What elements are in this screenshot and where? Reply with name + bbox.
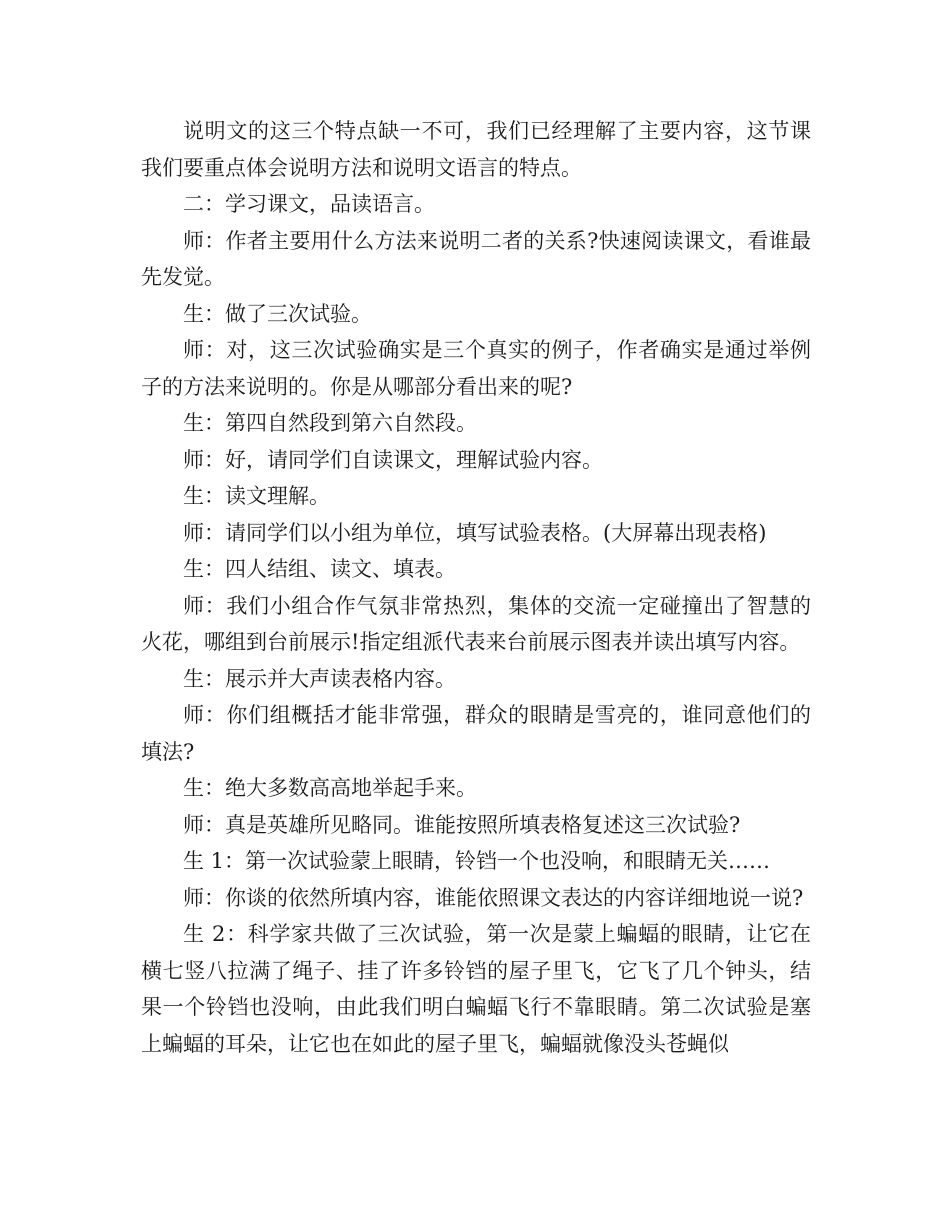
paragraph: 师：作者主要用什么方法来说明二者的关系?快速阅读课文，看谁最先发觉。 xyxy=(141,228,811,289)
paragraph: 生 1：第一次试验蒙上眼睛，铃铛一个也没响，和眼睛无关…… xyxy=(183,849,771,873)
document-page xyxy=(141,113,811,1062)
paragraph: 生：读文理解。 xyxy=(183,484,330,508)
paragraph: 生：绝大多数高高地举起手来。 xyxy=(183,776,477,800)
paragraph: 说明文的这三个特点缺一不可，我们已经理解了主要内容，这节课我们要重点体会说明方法和说明文语言的特点。 xyxy=(141,119,811,180)
paragraph: 师：真是英雄所见略同。谁能按照所填表格复述这三次试验? xyxy=(183,812,741,837)
paragraph: 二：学习课文，品读语言。 xyxy=(183,192,435,216)
paragraph: 生：展示并大声读表格内容。 xyxy=(183,666,456,691)
paragraph: 师：你们组概括才能非常强，群众的眼睛是雪亮的，谁同意他们的填法? xyxy=(141,703,811,764)
paragraph: 师：请同学们以小组为单位，填写试验表格。(大屏幕出现表格) xyxy=(183,520,767,545)
paragraph: 师：我们小组合作气氛非常热烈，集体的交流一定碰撞出了智慧的火花，哪组到台前展示!指定组派代表来台前展示图表并读出填写内容。 xyxy=(141,593,811,654)
paragraph: 师：你谈的依然所填内容，谁能依照课文表达的内容详细地说一说? xyxy=(183,885,804,910)
paragraph: 师：对，这三次试验确实是三个真实的例子，作者确实是通过举例子的方法来说明的。你是从哪部分看出来的呢? xyxy=(141,338,811,399)
paragraph: 生：第四自然段到第六自然段。 xyxy=(183,411,477,435)
paragraph: 生 2：科学家共做了三次试验，第一次是蒙上蝙蝠的眼睛，让它在横七竖八拉满了绳子、挂了许多铃铛的屋子里飞，它飞了几个钟头，结果一个铃铛也没响，由此我们明白蝙蝠飞行不靠眼睛。第二次试验是塞上蝙蝠的耳朵，让它也在如此的屋子里飞，蝙蝠就像没头苍蝇似 xyxy=(141,922,811,1056)
paragraph: 生：四人结组、读文、填表。 xyxy=(183,557,456,581)
paragraph: 生：做了三次试验。 xyxy=(183,301,372,326)
paragraph: 师：好，请同学们自读课文，理解试验内容。 xyxy=(183,447,603,472)
